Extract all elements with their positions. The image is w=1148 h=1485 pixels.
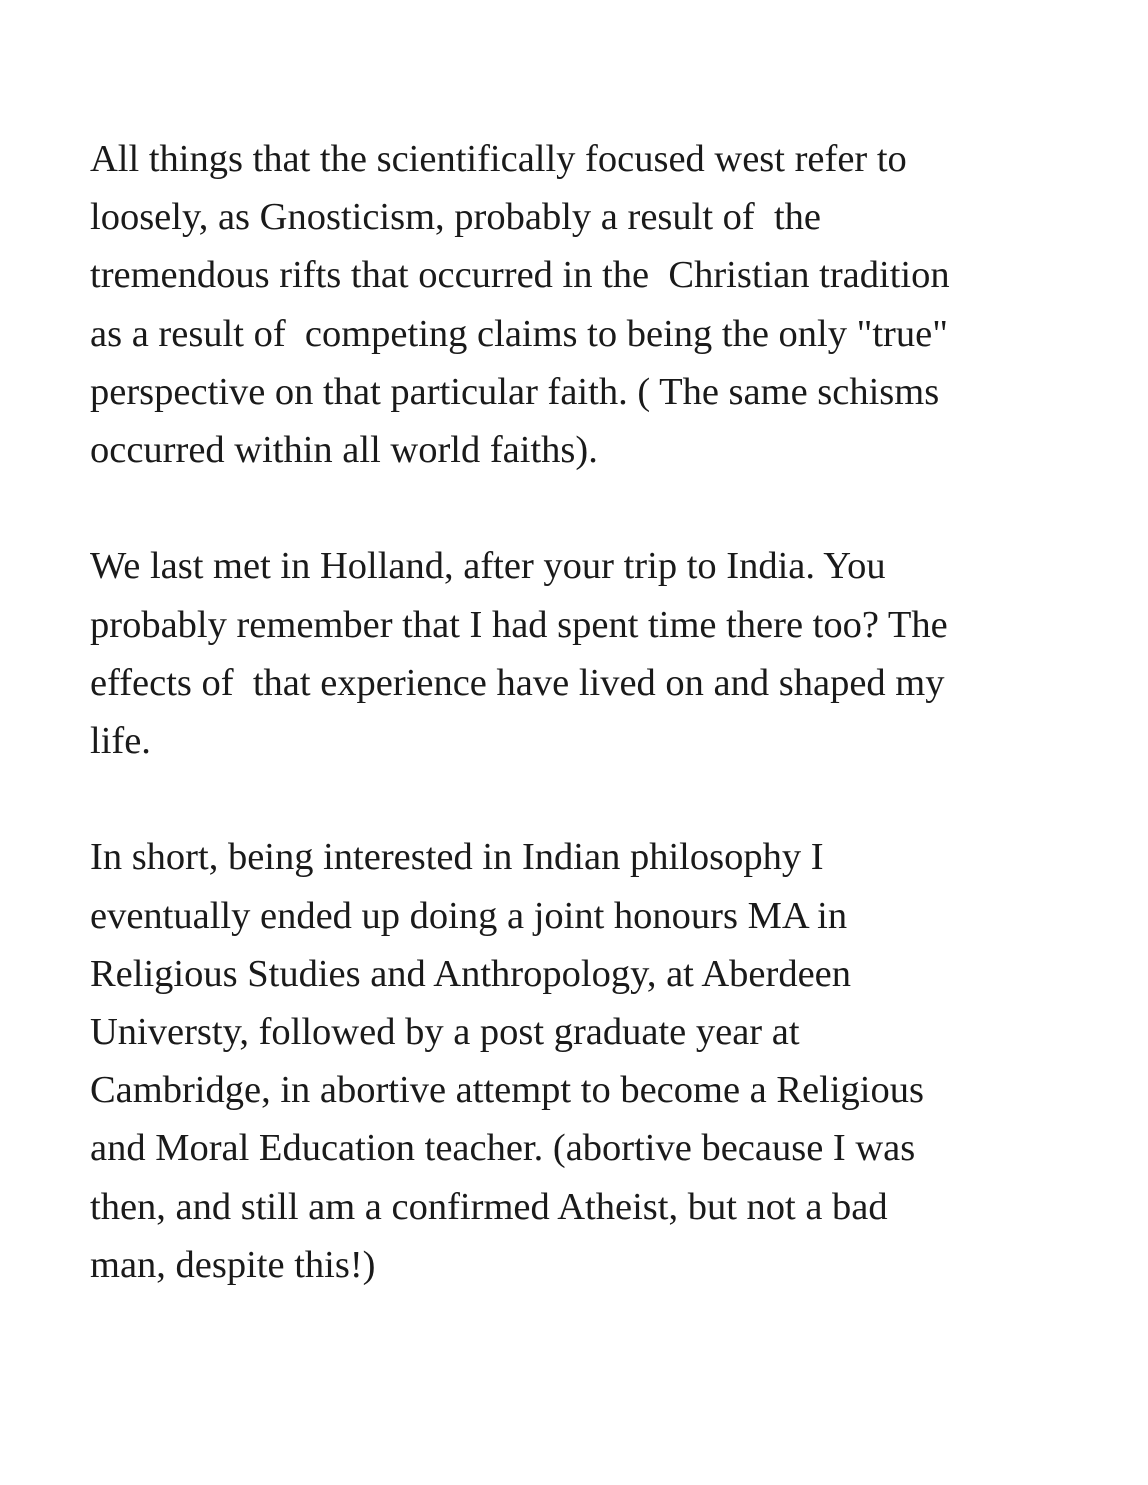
text-line: loosely, as Gnosticism, probably a result of the (90, 196, 822, 239)
text-line: Universty, followed by a post graduate year at (90, 1011, 800, 1054)
text-line: In short, being interested in Indian philosophy I (90, 836, 824, 879)
text-line: effects of that experience have lived on and shaped my (90, 661, 945, 704)
paragraph-education (90, 828, 1080, 1294)
text-line: probably remember that I had spent time there too? The (90, 603, 948, 646)
paragraph-spacer (90, 770, 1080, 828)
text-line: and Moral Education teacher. (abortive because I was (90, 1127, 916, 1170)
text-line: eventually ended up doing a joint honours MA in (90, 894, 848, 937)
text-line: We last met in Holland, after your trip to India. You (90, 545, 886, 588)
paragraph-gnosticism (90, 130, 1080, 479)
text-line: All things that the scientifically focused west refer to (90, 138, 907, 180)
paragraph-holland (90, 537, 1080, 770)
text-line: Religious Studies and Anthropology, at Aberdeen (90, 952, 851, 995)
body-text (90, 130, 1080, 1294)
text-line: as a result of competing claims to being the only "true" (90, 312, 948, 355)
text-line: tremendous rifts that occurred in the Christian tradition (90, 254, 950, 297)
text-line: life. (90, 720, 151, 763)
text-line: then, and still am a confirmed Atheist, but not a bad (90, 1185, 888, 1228)
text-line: occurred within all world faiths). (90, 429, 598, 472)
paragraph-spacer (90, 479, 1080, 537)
text-line: perspective on that particular faith. ( The same schisms (90, 370, 940, 413)
text-line: Cambridge, in abortive attempt to become a Religious (90, 1069, 924, 1112)
text-line: man, despite this!) (90, 1243, 376, 1286)
